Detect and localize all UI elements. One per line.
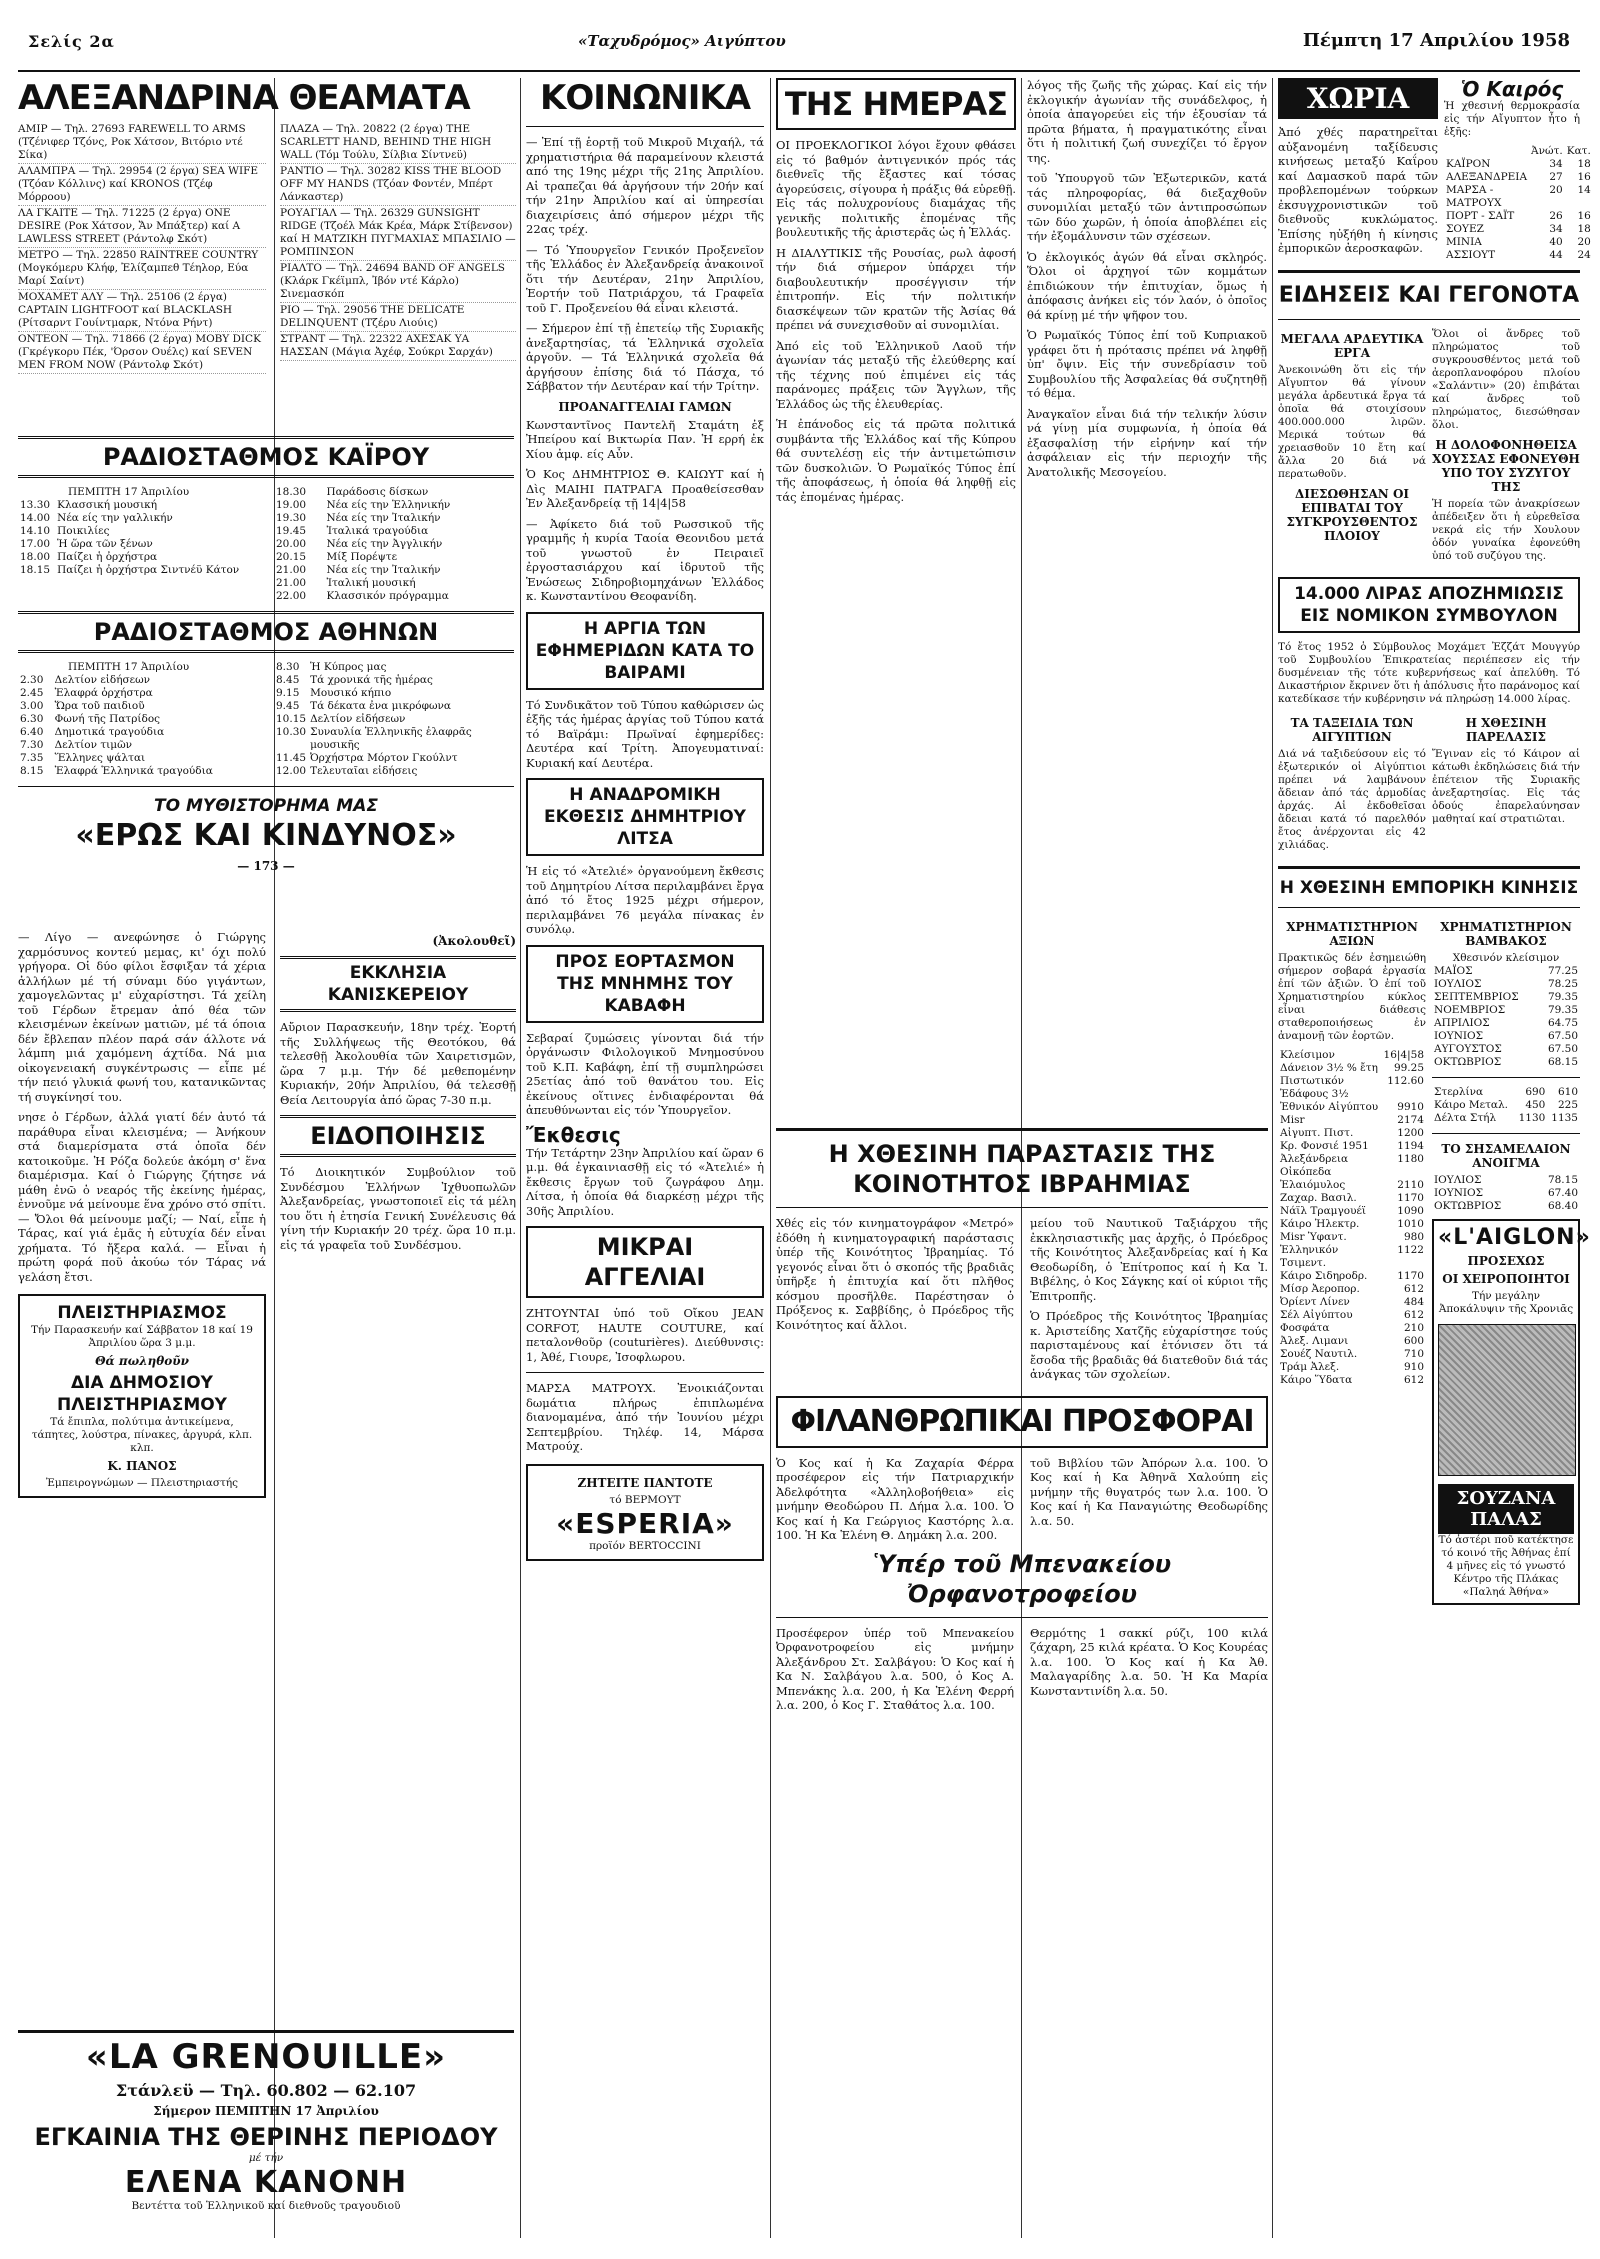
orphanage-text-2: Θερμότης 1 σακκί ρύζι, 100 κιλά ζάχαρη, 25 κιλά κρέατα. Ὁ Κος Κουρέας λ.α. 100. Ὁ Κος καί ἡ Κα Ἀθ. Μαλαγαρίδης λ.α. 50. Ἡ Κα Μαρία Κωνσταντινίδη λ.α. 50. <box>1030 1625 1268 1698</box>
table-row: Σέλ Αἰγύπτου 612 <box>1280 1309 1424 1321</box>
table-row: 11.45 Ὀρχήστρα Μόρτον Γκούλντ <box>276 752 458 764</box>
radio-athens-schedule-b <box>274 661 514 778</box>
orphanage-heading: Ὑπέρ τοῦ Μπενακείου Ὀρφανοτροφείου <box>872 1549 1172 1608</box>
table-row: ΣΟΥΕΖ 34 18 <box>1446 223 1591 235</box>
column-3 <box>526 78 764 2238</box>
list-item: ΡΟΥΑΓΙΑΛ — Τηλ. 26329 GUNSIGHT RIDGE (Τζοέλ Μάκ Κρέα, Μάρκ Στίβενσον) καί Η ΜΑΤΖΙΚΗ ΠΥΓΜΑΧΙΑΣ ΜΠΑΣΙΛΙΟ — ΡΟΜΠΙΝΣΟΝ <box>280 206 516 261</box>
parade-heading: Η ΧΘΕΣΙΝΗ ΠΑΡΕΛΑΣΙΣ <box>1465 716 1547 744</box>
table-row: 19.45 Ἰταλικά τραγούδια <box>276 525 429 537</box>
table-row: 18.30 Παράδοσις δίσκων <box>276 486 429 498</box>
radio-cairo-day: ΠΕΜΠΤΗ 17 Ἀπριλίου <box>68 486 190 498</box>
column-1-lower <box>18 930 266 2110</box>
table-row: 6.40 Δημοτικά τραγούδια <box>20 726 165 738</box>
stocks-text: Πρακτικῶς δέν ἐσημειώθη σήμερον σοβαρά ἐργασία ἐπί τῶν ἀξιῶν. Ὁ ἐπί τοῦ Χρηματιστηρίου κύκλος εἶναι διάθεσις σταθεροποιήσεως ἐν ἀναμονῇ τῶν ἐορτῶν. <box>1278 952 1426 1042</box>
table-row: Ζαχαρ. Βασιλ. 1170 <box>1280 1192 1424 1204</box>
table-row: 17.00 Ἡ ὥρα τῶν ξένων <box>20 538 153 550</box>
table-row: 12.00 Τελευταῖαι εἰδήσεις <box>276 765 418 777</box>
page-number: Σελίς 2α <box>28 32 115 51</box>
table-row: ΚΑΪΡΟΝ 34 18 <box>1446 158 1591 170</box>
table-row: Κρ. Φονσιέ 1951 1194 <box>1280 1140 1424 1152</box>
travel-heading: ΤΑ ΤΑΞΕΙΔΙΑ ΤΩΝ ΑΙΓΥΠΤΙΩΝ <box>1290 716 1414 744</box>
table-row: 2.45 Ἐλαφρά ὀρχήστρα <box>20 687 153 699</box>
table-row: Κάιρο Ἠλεκτρ. 1010 <box>1280 1218 1424 1230</box>
radio-cairo-heading: ΡΑΔΙΟΣΤΑΘΜΟΣ ΚΑΪΡΟΥ <box>102 443 430 471</box>
weather-heading: Ὁ Καιρός <box>1460 77 1564 101</box>
community-text: Χθές εἰς τόν κινηματογράφον «Μετρό» ἐδόθη ἡ κινηματογραφική παράστασις ὑπέρ τῆς Κοινότητος Ἰβραημίας. Τό γεγονός εἶναι ὅτι ὁ σκοπός τῆς βραδιᾶς ὑπῆρξε ἡ ἐπιτυχία καί ὅτι πλῆθος κόσμου προσῆλθε. Παρέστησαν ὁ Πρόξενος κ. Σαββίδης, ὁ Πρόεδρος τῆς Κοινότητος καί ἄλλοι. <box>776 1216 1014 1332</box>
press-holiday-heading: Η ΑΡΓΙΑ ΤΩΝ ΕΦΗΜΕΡΙΔΩΝ ΚΑΤΑ ΤΟ ΒΑΙΡΑΜΙ <box>535 618 755 683</box>
table-row: ΑΣΣΙΟΥΤ 44 24 <box>1446 249 1591 261</box>
table-row: Misr Ὑφαντ. 980 <box>1280 1231 1424 1243</box>
departure-text: — Ἀφίκετο διά τοῦ Ρωσσικοῦ τῆς γραμμῆς ἡ κυρία Ταοία Θεονιδου μετά τοῦ γνωστοῦ ἐν Πειραιεῖ ἐργοστασιάρχου καί ἰδρυτοῦ τῆς Ἑνώσεως Σιδηροβιομηχάνων Ἑλλάδος κ. Κωνσταντίνου Θεοφανίδη. <box>526 516 764 603</box>
table-row: Κλείσιμον 16|4|58 <box>1280 1049 1424 1061</box>
editorial-para-3: Ἀπό εἰς τοῦ Ἑλληνικοῦ Λαοῦ τήν ἀγωνίαν τάς μεταξύ τῆς ἐλεύθερης καί τῆς τέχνης πού ἐπιμένει εἰς τάς παράνομες πράξεις τῶν Ἄγγλων, τῆς Ἑλλάδος ὡς τῆς ἐλευθερίας. <box>776 338 1016 411</box>
auction-sign: Κ. ΠΑΝΟΣ <box>107 1459 177 1473</box>
community-text-2: μείου τοῦ Ναυτικοῦ Ταξιάρχου τῆς ἐκκλησιαστικῆς μας ἀρχῆς, ὁ Πρόεδρος τῆς Κοινότητος Ἀλεξανδρείας καί ἡ Κα Θεοδωρίδη, ὁ Ἐπίτροπος καί ἡ Κα Ἰ. Βιβέλης, ὁ Κος Σάγκης καί οἱ κύριοι τῆς Ἐπιτροπῆς. <box>1030 1216 1268 1303</box>
table-row: 22.00 Κλασσικόν πρόγραμμα <box>276 590 449 602</box>
thanks-text: Ὁ Κος ΔΗΜΗΤΡΙΟΣ Θ. ΚΑΙΩΥΤ καί ἡ Δὶς ΜΑΙΗΙ ΠΑΤΡΑΓΑ Προαθείσεσθαν Ἐν Ἀλεξανδρείᾳ τῇ 14|4|58 <box>526 467 764 510</box>
exhibit-heading: Ἔκθεσις <box>526 1122 621 1147</box>
sesame-heading: ΤΟ ΣΗΣΑΜΕΛΑΙΟΝ ΑΝΟΙΓΜΑ <box>1441 1142 1571 1170</box>
table-row: 13.30 Κλασσική μουσική <box>20 499 158 511</box>
list-item: ΡΙΟ — Τηλ. 29056 THE DELICATE DELINQUENT (Τζέρυ Λιούις) <box>280 303 516 332</box>
radio-cairo-schedule <box>18 499 258 577</box>
table-row: ΙΟΥΝΙΟΣ 67.50 <box>1434 1030 1578 1042</box>
classifieds-heading: ΜΙΚΡΑΙ ΑΓΓΕΛΙΑΙ <box>584 1233 706 1291</box>
table-row: 6.30 Φωνή τῆς Πατρίδος <box>20 713 161 725</box>
list-item: ΟΝΤΕΟΝ — Τηλ. 71866 (2 έργα) MOBY DICK (Γκρέγκορυ Πέκ, 'Όρσον Ουέλς) καί SEVEN MEN FROM NOW (Ράντολφ Σκότ) <box>18 332 266 374</box>
editorial-cont-2: τοῦ Ὑπουργοῦ τῶν Ἐξωτερικῶν, κατά τάς πληροφορίας, θά διεξαχθοῦν συνομιλίαι μεταξύ τῶν ἀντιπροσώπων τῶν δύο χωρῶν, ἡ ὁποία ἀποβλέπει εἰς τήν ἐξομάλυνσιν τῶν σχέσεων. <box>1027 171 1267 243</box>
table-row: ΝΟΕΜΒΡΙΟΣ 79.35 <box>1434 1004 1578 1016</box>
auction-title: ΠΛΕΙΣΤΗΡΙΑΣΜΟΣ <box>57 1303 227 1323</box>
column-2-top <box>280 122 516 422</box>
stocks-heading: ΧΡΗΜΑΤΙΣΤΗΡΙΟΝ ΑΞΙΩΝ <box>1286 920 1418 948</box>
charity-text-2: τοῦ Βιβλίου τῶν Ἀπόρων λ.α. 100. Ὁ Κος καί ἡ Κα Ἀθηνᾶ Χαλούπη εἰς μνήμην τῆς θυγατρός των λ.α. 100. Ὁ Κος καί ἡ Κα Παναγιώτης Θεοδωρίδης λ.α. 50. <box>1030 1455 1268 1528</box>
editorial-heading: ΤΗΣ ΗΜΕΡΑΣ <box>784 85 1008 123</box>
grenouille-star-desc: Βεντέττα τοῦ Ἑλληνικοῦ καί διεθνοῦς τραγουδιοῦ <box>131 2200 401 2212</box>
table-row: Τράμ Ἀλεξ. 910 <box>1280 1361 1424 1373</box>
tavern-text: Τό ἀστέρι ποῦ κατέκτησε τό κοινό τῆς Ἀθήνας ἐπί 4 μῆνες εἰς τό γνωστό Κέντρο τῆς Πλάκας «Παληά Ἀθήνα» <box>1438 1534 1574 1598</box>
table-row: ΑΛΕΞΑΝΔΡΕΙΑ 27 16 <box>1446 171 1591 183</box>
table-row: 20.00 Νέα είς την Ἀγγλικήν <box>276 538 443 550</box>
charity-text: Ὁ Κος καί ἡ Κα Ζαχαρία Φέρρα προσέφερον εἰς τήν Πατριαρχικήν Ἀδελφότητα «Ἀλληλοβοήθεια» εἰς μνήμην Θεοδώρου Π. Δήμα λ.α. 100. Ὁ Κος καί ἡ Κα Γεώργιος Καστόρης λ.α. 100. Ἡ Κα Ἑλένη Θ. Δημάκη λ.α. 200. <box>776 1455 1014 1542</box>
grenouille-opening: ΕΓΚΑΙΝΙΑ ΤΗΣ ΘΕΡΙΝΗΣ ΠΕΡΙΟΔΟΥ <box>34 2123 498 2151</box>
list-item: ΑΛΑΜΠΡΑ — Τηλ. 29954 (2 έργα) SEA WIFE (Τζόαν Κόλλινς) καί KRONOS (Τζέφ Μόρροου) <box>18 164 266 206</box>
community-text-3: Ὁ Πρόεδρος τῆς Κοινότητος Ἰβραημίας κ. Ἀριστείδης Χατζῆς εὐχαρίστησε τούς παρισταμένους καί ἐτόνισεν ὅτι τά ἔσοδα τῆς βραδιᾶς θά διατεθοῦν διά τάς ἀνάγκας τῶν σχολείων. <box>1030 1309 1268 1381</box>
column-5 <box>1027 78 1267 1118</box>
list-item: ΜΕΤΡΟ — Τηλ. 22850 RAINTREE COUNTRY (Μογκόμερυ Κλήφ, Ἐλίζαμπεθ Τέηλορ, Εύα Μαρί Σαίντ) <box>18 248 266 290</box>
table-row: Στερλίνα 690 610 <box>1434 1086 1578 1098</box>
compensation-heading: 14.000 ΛΙΡΑΣ ΑΠΟΖΗΜΙΩΣΙΣ ΕΙΣ ΝΟΜΙΚΟΝ ΣΥΜΒΟΥΛΟΝ <box>1294 584 1564 626</box>
charity-heading: ΦΙΛΑΝΘΡΩΠΙΚΑΙ ΠΡΟΣΦΟΡΑΙ <box>790 1403 1254 1439</box>
table-row: Κάιρο Μεταλ. 450 225 <box>1434 1099 1578 1111</box>
cotton-intro: Χθεσινόν κλείσιμον <box>1452 952 1560 964</box>
travel-text: Διά νά ταξιδεύσουν εἰς τό ἐξωτερικόν οἱ Αἰγύπτιοι πρέπει νά λαμβάνουν ἄδειαν ἀπό τάς ἁρμοδίας ἀρχάς. Αἱ ἐκδοθεῖσαι ἄδειαι κατά τό παρελθόν ἔτος ἀνέρχονται εἰς 42 χιλιάδας. <box>1278 748 1426 851</box>
table-row: 21.00 Ἰταλική μουσική <box>276 577 416 589</box>
notice-heading: ΕΙΔΟΠΟΙΗΣΙΣ <box>310 1122 486 1150</box>
aiglon-sub2: ΟΙ ΧΕΙΡΟΠΟΙΗΤΟΙ <box>1442 1272 1570 1286</box>
community-block <box>776 1120 1268 2240</box>
list-item: ΣΤΡΑΝΤ — Τηλ. 22322 ΑΧΕΣΑΚ ΥΑ ΗΑΣΣΑΝ (Μάγια Ἀχέφ, Σούκρι Σαρχάν) <box>280 332 516 361</box>
auction-text: Τά ἔπιπλα, πολύτιμα ἀντικείμενα, τάπητες, λούστρα, πίνακες, ἀργυρά, κλπ. κλπ. <box>31 1416 253 1454</box>
table-row: 10.30 Συναυλία Ἑλληνικῆς ἐλαφρᾶς μουσικῆς <box>276 726 472 751</box>
column-4 <box>776 78 1016 1118</box>
table-row: Ὀρίεντ Λίνεν 484 <box>1280 1296 1424 1308</box>
table-row: 18.00 Παίζει ἡ ὀρχήστρα <box>20 551 158 563</box>
exhibition-heading: Η ΑΝΑΔΡΟΜΙΚΗ ΕΚΘΕΣΙΣ ΔΗΜΗΤΡΙΟΥ ΛΙΤΣΑ <box>544 785 746 849</box>
cinemas-heading: ΑΛΕΞΑΝΔΡΙΝΑ ΘΕΑΜΑΤΑ <box>18 78 470 118</box>
grenouille-name: «LA GRENOUILLE» <box>85 2037 447 2077</box>
singer-photo <box>1438 1324 1576 1476</box>
editorial-lead: ΟΙ ΠΡΟΕΚΛΟΓΙΚΟΙ λόγοι ἔχουν φθάσει εἰς τό βαθμόν ἀντιγενικόν πρός τάς διεθνεῖς τῆς ἔξαστες καί τόσας ἀγορεύσεις, σίγουρα ἡ πράξις θά εὑρεθῇ. Εἰς τάς πολυχρονίους διαμάχας τῆς γενικῆς πολιτικῆς ἐπομένας τῆς βουλευτικῆς τῆς ἀριστερᾶς ὡς ἡ Ἑλλάς. <box>776 138 1016 239</box>
table-row: ΣΕΠΤΕΜΒΡΙΟΣ 79.35 <box>1434 991 1578 1003</box>
esperia-top: ΖΗΤΕΙΤΕ ΠΑΝΤΟΤΕ <box>577 1475 713 1490</box>
table-row: ΟΚΤΩΒΡΙΟΣ 68.40 <box>1434 1200 1578 1212</box>
table-row: 2.30 Δελτίον εἰδήσεων <box>20 674 151 686</box>
table-row: Ἑλληνικόν Τσιμεντ. 1122 <box>1280 1244 1424 1269</box>
classified-2: ΜΑΡΣΑ ΜΑΤΡΟΥΧ. Ἐνοικιάζονται δωμάτια πλήρως ἐπιπλωμένα διανομαμένα, ἀπό τήν Ἰουνίου μέχρι Σεπτεμβρίου. Τηλέφ. 14, Μάρσα Ματρούχ. <box>526 1381 764 1453</box>
novel-part: — 173 — <box>237 859 295 873</box>
ship-text: Ὅλοι οἱ ἄνδρες τοῦ πληρώματος τοῦ συγκρουσθέντος μετά τοῦ ἀεροπλανοφόρου πλοίου «Σαλάντιν» (20) ἐπιβάται καί ἄνδρες τοῦ πληρώματος, διεσώθησαν ὅλοι. <box>1432 328 1580 431</box>
cavafy-text: Σεβαραί ζυμώσεις γίνονται διά τήν ὀργάνωσιν Φιλολογικοῦ Μνημοσύνου τοῦ Κ.Π. Καβάφη, ἐπί τῇ συμπληρώσει 25ετίας ἀπό τοῦ θανάτου του. Εἰς ἐκείνους οἵτινες ἐνδιαφέρονται θά ἀπευθύνωνται εἰς τόν Ὑπουργεῖον. <box>526 1030 764 1117</box>
sesame-table <box>1432 1174 1580 1213</box>
table-row: ΜΙΝΙΑ 40 20 <box>1446 236 1591 248</box>
cinema-list-b <box>280 122 516 361</box>
irrigation-text: Ἀνεκοινώθη ὅτι εἰς τήν Αἴγυπτον θά γίνουν μεγάλα ἀρδευτικά ἔργα τά ὁποῖα θά στοιχίσουν 400.000.000 λιρῶν. Μερικά τούτων θά χρειασθοῦν 10 ἔτη καί ἄλλα 20 διά νά περατωθοῦν. <box>1278 364 1426 480</box>
grenouille-date: Σήμερον ΠΕΜΠΤΗΝ 17 Ἀπριλίου <box>153 2104 379 2118</box>
table-row: 7.35 Ἕλληνες ψάλται <box>20 752 146 764</box>
newspaper-page <box>18 10 1591 2246</box>
table-row: ΜΑΡΣΑ - ΜΑΤΡΟΥΧ 20 14 <box>1446 184 1591 209</box>
column-2-lower <box>280 930 516 2110</box>
table-row: 8.45 Τά χρονικά τῆς ἡμέρας <box>276 674 433 686</box>
table-row: ΑΠΡΙΛΙΟΣ 64.75 <box>1434 1017 1578 1029</box>
list-item: ΑΜΙΡ — Τηλ. 27693 FAREWELL TO ARMS (Τζένιφερ Τζόνς, Ροκ Χάτσον, Βιτόριο ντέ Σίκα) <box>18 122 266 164</box>
editorial-para-2: Η ΔΙΑΛΥΤΙΚΙΣ τῆς Ρουσίας, ρωλ ἀφοσή τήν διά σήμερον ὑπάρχει τήν διαβουλευτικήν προσέγγισιν τήν ἐπιτροπήν. Εἰς τήν πολιτικήν διασκέψεων τῶν κρατῶν τῆς Ἀσίας θά πρέπει νά συνεχισθοῦν αἱ συνομιλίαι. <box>776 245 1016 332</box>
country-intro: Ἀπό χθές παρατηρεῖται αὐξανομένη ταξίδευσις κινήσεως μεταξύ Καΐρου καί Δαμασκοῦ παρά τῶν προβλεπομένων τούρκων ἐκσυγχρονιστικῶν τοῦ διεθνοῦς κυκλώματος. Ἐπίσης ηὐξήθη ἡ κίνησις ἐμπορικῶν ἀεροσκαφῶν. <box>1278 125 1438 255</box>
radio-block <box>18 428 514 928</box>
church-heading: ΕΚΚΛΗΣΙΑ ΚΑΝΙΣΚΕΡΕΙΟΥ <box>327 963 469 1005</box>
compensation-text: Τό ἔτος 1952 ὁ Σύμβουλος Μοχάμετ Ἐζζάτ Μουγγύρ τοῦ Συμβουλίου Ἐπικρατείας περιέπεσεν εἰς τήν δυσμένειαν τῆς τότε κυβερνήσεως καί ἀπελύθη. Τό Δικαστήριον ἔκρινεν ὅτι ἡ ἀπόλυσις ἦτο παράνομος καί κατεδίκασε τήν κυβέρνησιν νά πληρώσῃ 14.000 λίρας. <box>1278 641 1580 705</box>
social-heading: ΚΟΙΝΩΝΙΚΑ <box>539 78 751 118</box>
murder-heading: Η ΔΟΛΟΦΟΝΗΘΕΙΣΑ ΧΟΥΣΣΑΣ ΕΦΟΝΕΥΘΗ ΥΠΟ ΤΟΥ ΣΥΖΥΓΟΥ ΤΗΣ <box>1432 438 1580 494</box>
auction-ad <box>18 1294 266 1498</box>
auction-date: Τήν Παρασκευήν καί Σάββατον 18 καί 19 Ἀπριλίου ὥρα 3 μ.μ. <box>31 1324 253 1349</box>
table-row: 14.10 Ποικιλίες <box>20 525 110 537</box>
tavern-name: ΣΟΥΖΑΝΑ ΠΑΛΑΣ <box>1438 1484 1574 1534</box>
esperia-mid: τό ΒΕΡΜΟΥΤ <box>609 1493 681 1506</box>
radio-athens-day: ΠΕΜΠΤΗ 17 Ἀπριλίου <box>68 661 190 673</box>
table-row: 19.30 Νέα είς την Ἰταλικήν <box>276 512 441 524</box>
table-row: 8.30 Ἡ Κύπρος μας <box>276 661 387 673</box>
table-row: 3.00 Ὥρα τοῦ παιδιοῦ <box>20 700 145 712</box>
editorial-cont-3: Ὁ ἐκλογικός ἀγών θά εἶναι σκληρός. Ὅλοι οἱ ἀρχηγοί τῶν κομμάτων ἐπιδιώκουν τήν ἐπιτυχίαν, ὅμως ἡ ἀπόφασις ἀνήκει εἰς τόν λαόν, ὁ ὁποῖος θά κρίνῃ μέ τήν ψῆφον του. <box>1027 249 1267 322</box>
grenouille-address: Στάνλεϋ — Τηλ. 60.802 — 62.107 <box>115 2081 417 2100</box>
editorial-para-4: Ἡ ἐπάνοδος εἰς τά πρῶτα πολιτικά συμβάντα τῆς Ἑλλάδος καί τῆς Κύπρου θά συντελέσῃ εἰς τήν ἀντιμετώπισιν τῶν δυσκολιῶν. Ὁ Ρωμαϊκός Τύπος ἐπί τῆς ἀποφάσεως, ἡ ὁποία θά ληφθῇ εἰς τάς ἐπομένας ἡμέρας. <box>776 417 1016 504</box>
weather-intro: Ἡ χθεσινή θερμοκρασία εἰς τήν Αἴγυπτον ἦτο ἡ ἑξῆς: <box>1444 100 1580 138</box>
radio-athens-heading: ΡΑΔΙΟΣΤΑΘΜΟΣ ΑΘΗΝΩΝ <box>93 618 439 646</box>
newspaper-name: «Ταχυδρόμος» Αιγύπτου <box>578 32 786 50</box>
novel-kicker: ΤΟ ΜΥΘΙΣΤΟΡΗΜΑ ΜΑΣ <box>154 796 378 816</box>
classified-1: ΖΗΤΟΥΝΤΑΙ ὑπό τοῦ Οἴκου JEAN CORFOT, HAUTE COUTURE, καί πεταλονθοῦρ (couturières). Διεύθυνσις: 1, Ἀθέ, Γιουρε, Ἰσοφλωρου. <box>526 1306 764 1364</box>
social-text-3: — Σήμερον ἐπί τῇ ἐπετείῳ τῆς Συριακῆς ἀνεξαρτησίας, τά Ἑλληνικά σχολεῖα ἀργοῦν. — Τά Ἑλληνικά σχολεῖα θά ἀργήσουν ἐπίσης διά τό Πάσχα, τό Σάββατον τήν Δευτέραν καί τήν Τρίτην. <box>526 321 764 393</box>
exhibition-text: Ἡ εἰς τό «Ἀτελιέ» ὀργανούμενη ἔκθεσις τοῦ Δημητρίου Λίτσα περιλαμβάνει ἔργα ἀπό τό ἔτος 1925 μέχρι σήμερον, περιλαμβάνει 76 μεγάλα πίνακας ἐν συνόλῳ. <box>526 864 764 936</box>
engagements-text: Κωνσταντῖνος Παντελῆ Σταμάτη ἐξ Ἠπείρου καί Βικτωρία Παν. Ἡ ερρή ἐκ Χίου ἀμφ. είς Αὖν. <box>526 417 764 461</box>
aiglon-text: Τήν μεγάλην Ἀποκάλυψιν τῆς Χρονιᾶς <box>1438 1290 1574 1315</box>
esperia-maker: προϊόν BERTOCCINI <box>589 1539 701 1552</box>
cotton-table <box>1432 965 1580 1069</box>
editorial-cont-1: λόγος τῆς ζωῆς τῆς χώρας. Καί εἰς τήν ἐκλογικήν ἀγωνίαν τῆς συνάδελφος, ἡ ὁποία ἀπαγορεύει εἰς τήν ἐξουσίαν τά πρῶτα βήματα, ἡ πραγματικότης εἶναι ὅτι ἡ πολιτική ζωή συνεχίζει τό ἔργον της. <box>1027 78 1267 165</box>
table-row: Μίσρ Ἀεροπορ. 612 <box>1280 1283 1424 1295</box>
auction-sign2: Ἐμπειρογνώμων — Πλειστηριαστής <box>45 1477 239 1489</box>
grenouille-ad <box>18 2030 514 2230</box>
press-holiday-text: Τό Συνδικᾶτον τοῦ Τύπου καθώρισεν ὡς ἑξῆς τάς ἡμέρας ἀργίας τοῦ Τύπου κατά τό Βαϊράμι: Πρωϊναί ἐφημερίδες: Δευτέρα καί Τρίτη. Ἀπογευματιναί: Κυριακή καί Δευτέρα. <box>526 697 764 770</box>
table-row: Ἀλεξ. Λιμανι 600 <box>1280 1335 1424 1347</box>
irrigation-heading: ΜΕΓΑΛΑ ΑΡΔΕΥΤΙΚΑ ΕΡΓΑ <box>1280 332 1424 360</box>
social-text-2: — Τό Ὑπουργεῖον Γενικόν Προξενεῖον τῆς Ἑλλάδος ἐν Ἀλεξανδρείᾳ ἀνακοινοῖ ὅτι τήν Δευτέραν, 21ην Ἀπριλίου, Ἑορτήν τοῦ Πατριάρχου, τά Γραφεῖα τοῦ Γ. Προξενείου θά εἶναι κλειστά. <box>526 242 764 315</box>
table-row: ΑΥΓΟΥΣΤΟΣ 67.50 <box>1434 1043 1578 1055</box>
stocks-table <box>1278 1049 1426 1387</box>
aiglon-name: «L'AIGLON» <box>1438 1225 1591 1250</box>
social-text-1: — Ἐπί τῇ ἑορτῇ τοῦ Μικροῦ Μιχαήλ, τά χρηματιστήρια θά παραμείνουν κλειστά από της 19ης μέχρι τῆς 21ης Ἀπριλίου. Αἱ τραπεζαι θά ἀργήσουν τήν 20ήν καί τήν 21ην Ἀπριλίου καί αἱ ὑπηρεσίαι διαχειρίσεις ἀπό σήμερον μέχρι τῆς 22ας τρέχ. <box>526 135 764 236</box>
auction-title2: ΔΙΑ ΔΗΜΟΣΙΟΥ ΠΛΕΙΣΤΗΡΙΑΣΜΟΥ <box>57 1373 227 1415</box>
table-row: 18.15 Παίζει ἡ ὀρχήστρα Σιντνέϋ Κάτον <box>20 564 240 576</box>
table-row: Σουέζ Ναυτιλ. 710 <box>1280 1348 1424 1360</box>
editorial-cont-4: Ὁ Ρωμαϊκός Τύπος ἐπί τοῦ Κυπριακοῦ γράφει ὅτι ἡ πρότασις πρέπει νά ληφθῇ ὑπ' ὄψιν. Εἰς τήν συνεδρίασιν τοῦ Συμβουλίου τῆς Ἀσφαλείας θά συζητηθῇ τό θέμα. <box>1027 328 1267 400</box>
cotton-heading: ΧΡΗΜΑΤΙΣΤΗΡΙΟΝ ΒΑΜΒΑΚΟΣ <box>1440 920 1572 948</box>
table-row: 14.00 Νέα είς την γαλλικήν <box>20 512 173 524</box>
table-row: Κάιρο Σιδηροδρ. 1170 <box>1280 1270 1424 1282</box>
cinema-list-a <box>18 122 266 374</box>
table-row: Κάιρο Ὕδατα 612 <box>1280 1374 1424 1386</box>
esperia-brand: «ESPERIA» <box>556 1506 734 1540</box>
table-row: 8.15 Ἐλαφρά Ἑλληνικά τραγούδια <box>20 765 213 777</box>
issue-date: Πέμπτη 17 Απριλίου 1958 <box>1302 30 1570 51</box>
list-item: ΛΑ ΓΚΑΙΤΕ — Τηλ. 71225 (2 έργα) ONE DESIRE (Ροκ Χάτσον, Ἄν Μπάξτερ) καί A LAWLESS STREET (Ράντολφ Σκότ) <box>18 206 266 248</box>
list-item: ΠΛΑΖΑ — Τηλ. 20822 (2 έργα) THE SCARLETT HAND, BEHIND THE HIGH WALL (Τόμ Τούλυ, Σίλβια Σίντνεϋ) <box>280 122 516 164</box>
table-row: Ἐθνικόν Αἰγύπτου 9910 <box>1280 1101 1424 1113</box>
editorial-cont-5: Ἀναγκαῖον εἶναι διά τήν τελικήν λύσιν νά γίνῃ μία συμφωνία, ἡ ὁποία θά ἐξασφαλίσῃ τήν εἰρήνην καί τήν ἀσφάλειαν εἰς τήν περιοχήν τῆς Ἀνατολικῆς Μεσογείου. <box>1027 406 1267 479</box>
notice-text: Τό Διοικητικόν Συμβούλιον τοῦ Συνδέσμου Ἑλλήνων Ἰχθυοπωλῶν Ἀλεξανδρείας, γνωστοποιεῖ εἰς τά μέλη του ὅτι ἡ ἐτησία Γενική Συνέλευσις θά γίνη τήν Κυριακήν 20 τρέχ. ὥρα 10 π.μ. εἰς τά γραφεῖα τοῦ Συνδέσμου. <box>280 1165 516 1252</box>
table-row: ΟΚΤΩΒΡΙΟΣ 68.15 <box>1434 1056 1578 1068</box>
table-row: ΙΟΥΛΙΟΣ 78.15 <box>1434 1174 1578 1186</box>
table-row: 7.30 Δελτίον τιμῶν <box>20 739 133 751</box>
list-item: ΡΑΝΤΙΟ — Τηλ. 30282 KISS THE BLOOD OFF MY HANDS (Τζόαν Φοντέν, Μπέρτ Λάνκαστερ) <box>280 164 516 206</box>
table-row: Νάϊλ Τραμγουέϊ 1090 <box>1280 1205 1424 1217</box>
aiglon-ad <box>1432 1219 1591 1605</box>
auction-sub: Θά πωληθοῦν <box>95 1354 189 1368</box>
table-row: Αἰγυπτ. Πιστ. 1200 <box>1280 1127 1424 1139</box>
table-row: Δάνειον 3½ % ἔτη 99.25 <box>1280 1062 1424 1074</box>
table-row: 10.15 Δελτίον εἰδήσεων <box>276 713 406 725</box>
novel-title: «ΕΡΩΣ ΚΑΙ ΚΙΝΔΥΝΟΣ» <box>75 818 457 853</box>
table-row: Misr 2174 <box>1280 1114 1424 1126</box>
church-text: Αὔριον Παρασκευήν, 18ην τρέχ. Ἑορτή τῆς Συλλήψεως τῆς Θεοτόκου, θά τελεσθῇ Ἀκολουθία τῶν Χαιρετισμῶν, ὥρα 7 μ.μ. Τήν δέ μεθεπομένην Κυριακήν, 20ήν Ἀπριλίου, θά τελεσθῇ Θεία Λειτουργία ἀπό ὥρας 7-30 π.μ. <box>280 1020 516 1107</box>
radio-cairo-schedule-b <box>274 486 514 603</box>
table-row: ΜΑΪΟΣ 77.25 <box>1434 965 1578 977</box>
novel-text: — Λίγο — ανεφώνησε ὁ Γιώργης χαρμόσυνος κοντεύ μεμας, κι' όχι πολύ γρήγορα. Οἱ δύο φίλοι ἔσφιξαν τά χέρια ἀλλήλων μέ τή σύναμι δύο γιγάντων, χαμογελῶντας μ' εὐχαρίστησι. Τά χείλη τοῦ Γέρδων ἔτρεμαν ἀπό θέα τῶν κλεισμένων ἐκείνων ματιῶν, μέ τά όποια δέν ἔβλεπαν πλέον παρά σάν άλλοτε νά λάμπη μιά χαμόμενη άχτίδα. Νά μια οἰκογενειακή συγκέντρωσις — εἶπε μέ τήν πειό γλυκιά φωνή του, κατανικῶντας τή συγκίνησί του. <box>18 930 266 1104</box>
cavafy-heading: ΠΡΟΣ ΕΟΡΤΑΣΜΟΝ ΤΗΣ ΜΝΗΜΗΣ ΤΟΥ ΚΑΒΑΦΗ <box>555 951 735 1016</box>
parade-text: Ἔγιναν εἰς τό Κάιρον αἱ κάτωθι ἐκδηλώσεις διά τήν ἐπέτειον τῆς Συριακῆς ἀνεξαρτησίας. Εἰς τάς ὁδούς ἐπαρελαύνησαν μαθηταί καί στρατιῶται. <box>1432 748 1580 825</box>
novel-text-cont: νησε ὁ Γέρδων, ἀλλά γιατί δέν ἀυτό τά παράθυρα εἶναι κλεισμένα; — Ἀνήκουν στά διαμερίσματα στά ὁποῖα δέν κατοικοῦμε. Ἡ Ρόζα δολεύε ἀκόμη σ' ἕνα διαμέρισμα. Καί ὁ Γιώργης ζήτησε νά μάθη ἐνῶ ὁ νεαρός τῆς ἐκείνης ἡμέρας, ἐννοῦμε νά μείνουμε ἕνα χρόνο στό σπίτι. — Ὄλοι θά μείνουμε μαζί; — Ναί, εἶπε ἡ Τάρας, καί γιά ἐμᾶς ἡ εὐτυχία δέν εἶναι χρήματα. Τό ἤξερα καλά. — Εἶναι ἡ πρώτη φορά ποῦ ἀκούω τόν Τάρας νά γελάση ἔτσι. <box>18 1110 266 1284</box>
exhibit-text: Τήν Τετάρτην 23ην Ἀπριλίου καί ὥραν 6 μ.μ. θά ἐγκαινιασθῇ εἰς τό «Ἀτελιέ» ἡ ἔκθεσις ἔργων τοῦ ζωγράφου Δημ. Λίτσα, ἡ ὁποία θά διαρκέσῃ μέχρι τῆς 30ῆς Ἀπριλίου. <box>526 1145 764 1218</box>
table-row: 19.00 Νέα είς την Ἑλληνικήν <box>276 499 451 511</box>
engagements-heading: ΠΡΟΑΝΑΓΓΕΛΙΑΙ ΓΑΜΩΝ <box>558 399 732 414</box>
table-row: Ἐλαιόμυλος 2110 <box>1280 1179 1424 1191</box>
country-heading: ΧΩΡΙΑ <box>1278 78 1438 119</box>
radio-athens-schedule <box>18 674 258 778</box>
murder-text: Ἡ πορεία τῶν ἀνακρίσεων ἀπέδειξεν ὅτι ἡ εὑρεθεῖσα νεκρά εἰς τήν Χουλουν ὁδόν γυναίκα ἐφονεύθη ὑπό τοῦ συζύγου της. <box>1432 498 1580 562</box>
table-row: 9.45 Τά δέκατα ἐνα μικρόφωνα <box>276 700 451 712</box>
table-row: ΙΟΥΝΙΟΣ 67.40 <box>1434 1187 1578 1199</box>
table-row: Πιστωτικόν Ἐδάφους 3½ 112.60 <box>1280 1075 1424 1100</box>
novel-continued: (Ἀκολουθεῖ) <box>432 934 516 948</box>
ship-heading: ΔΙΕΣΩΘΗΣΑΝ ΟΙ ΕΠΙΒΑΤΑΙ ΤΟΥ ΣΥΓΚΡΟΥΣΘΕΝΤΟΣ ΠΛΟΙΟΥ <box>1286 487 1418 543</box>
grenouille-with: μέ τήν <box>248 2152 284 2164</box>
table-row: Δέλτα Στήλ 1130 1135 <box>1434 1112 1578 1124</box>
list-item: ΡΙΑΛΤΟ — Τηλ. 24694 BAND OF ANGELS (Κλάρκ Γκέϊμπλ, Ἰβόν ντέ Κάρλο) Σινεμασκόπ <box>280 261 516 303</box>
table-row: ΠΟΡΤ - ΣΑΪΤ 26 16 <box>1446 210 1591 222</box>
list-item: ΜΟΧΑΜΕΤ ΑΛΥ — Τηλ. 25106 (2 έργα) CAPTAIN LIGHTFOOT καί BLACKLASH (Ρίτσαρντ Γουίντμαρκ, Ντόνα Ρήντ) <box>18 290 266 332</box>
weather-table: Ἀνώτ. Κατ. ΚΑΪΡΟΝ 34 18 ΑΛΕΞΑΝΔΡΕΙΑ 27 16 ΜΑΡΣΑ - ΜΑΤΡΟΥΧ 20 14 ΠΟΡΤ - ΣΑΪΤ 26 16 ΣΟΥΕΖ 34 18 ΜΙΝΙΑ 40 20 ΑΣΣΙΟΥΤ 44 24 <box>1446 145 1591 261</box>
table-row: ΙΟΥΛΙΟΣ 78.25 <box>1434 978 1578 990</box>
aiglon-sub: ΠΡΟΣΕΧΩΣ <box>1467 1254 1545 1268</box>
news-heading: ΕΙΔΗΣΕΙΣ ΚΑΙ ΓΕΓΟΝΟΤΑ <box>1278 283 1580 308</box>
column-6 <box>1278 77 1591 2238</box>
orphanage-text: Προσέφερον ὑπέρ τοῦ Μπενακείου Ὀρφανοτροφείου εἰς μνήμην Ἀλεξάνδρου Στ. Σαλβάγου: Ὁ Κος καί ἡ Κα Ν. Σαλβάγου λ.α. 500, ὁ Κος Α. Μπενάκης λ.α. 200, ἡ Κα Ἑλένη Φερρή λ.α. 200, ὁ Κος Γ. Σταθάτος λ.α. 100. <box>776 1625 1014 1712</box>
fx-table <box>1432 1086 1580 1125</box>
table-row: Ἀλεξάνδρεια Οἰκόπεδα 1180 <box>1280 1153 1424 1178</box>
table-row: 9.15 Μουσικό κήπιο <box>276 687 392 699</box>
table-row: 20.15 Μίξ Πορέψτε <box>276 551 398 563</box>
market-heading: Η ΧΘΕΣΙΝΗ ΕΜΠΟΡΙΚΗ ΚΙΝΗΣΙΣ <box>1279 878 1579 898</box>
table-row: Φοσφάτα 210 <box>1280 1322 1424 1334</box>
community-heading: Η ΧΘΕΣΙΝΗ ΠΑΡΑΣΤΑΣΙΣ ΤΗΣ ΚΟΙΝΟΤΗΤΟΣ ΙΒΡΑΗΜΙΑΣ <box>828 1140 1216 1198</box>
masthead <box>18 10 1580 72</box>
esperia-ad <box>526 1464 764 1561</box>
table-row: 21.00 Νέα είς την Ἰταλικήν <box>276 564 441 576</box>
grenouille-star: ΕΛΕΝΑ ΚΑΝΟΝΗ <box>124 2165 408 2200</box>
